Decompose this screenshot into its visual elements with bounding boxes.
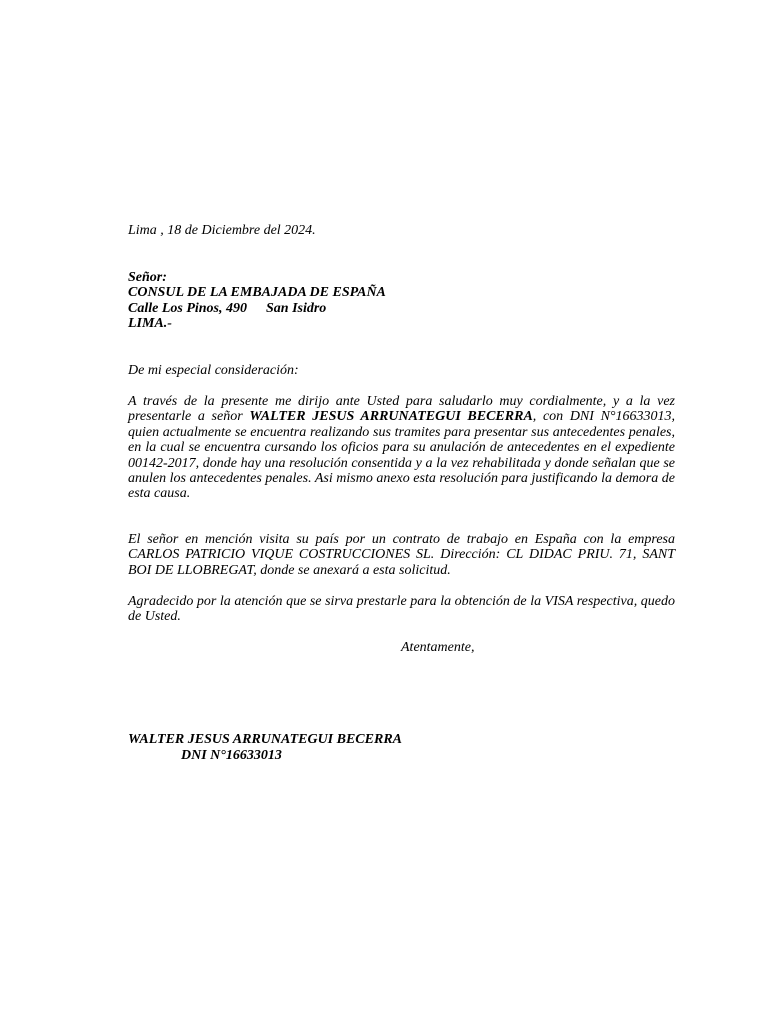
body-paragraph-3: Agradecido por la atención que se sirva prestarle para la obtención de la VISA respectiva, quedo de Usted. — [128, 594, 675, 625]
greeting: De mi especial consideración: — [128, 363, 299, 378]
para1-name: WALTER JESUS ARRUNATEGUI BECERRA — [249, 409, 533, 425]
recipient-title: CONSUL DE LA EMBAJADA DE ESPAÑA — [128, 285, 386, 301]
body-paragraph-1 — [128, 394, 675, 502]
body-paragraph-2: El señor en mención visita su país por un contrato de trabajo en España con la empresa CARLOS PATRICIO VIQUE COSTRUCCIONES SL. Dirección: CL DIDAC PRIU. 71, SANT BOI DE LLOBREGAT, donde se anexará a esta solicitud. — [128, 532, 675, 578]
recipient-district: San Isidro — [266, 300, 327, 316]
recipient-address — [128, 301, 675, 316]
recipient-street: Calle Los Pinos, 490 — [128, 300, 248, 316]
closing: Atentamente, — [401, 640, 475, 655]
para1-intro: A través de la presente me dirijo ante Usted para saludarlo muy cordialmente, y a la vez presentarle a señor — [128, 394, 675, 425]
recipient-block — [128, 270, 675, 332]
recipient-city: LIMA.- — [128, 316, 172, 332]
signature-name: WALTER JESUS ARRUNATEGUI BECERRA — [128, 732, 402, 747]
date-line: Lima , 18 de Diciembre del 2024. — [128, 223, 316, 238]
signature-dni: DNI N°16633013 — [181, 748, 282, 763]
recipient-salutation: Señor: — [128, 270, 167, 285]
para1-rest: , con DNI N°16633013, quien actualmente se encuentra realizando sus tramites para presentar sus antecedentes penales, en la cual se encuentra cursando los oficios para su anulación de antecedentes en el expediente 00142-2017, donde hay una resolución consentida y a la vez rehabilitada y donde señalan que se anulen los antecedentes penales. Asi mismo anexo esta resolución para justificando la demora de esta causa. — [128, 409, 676, 502]
